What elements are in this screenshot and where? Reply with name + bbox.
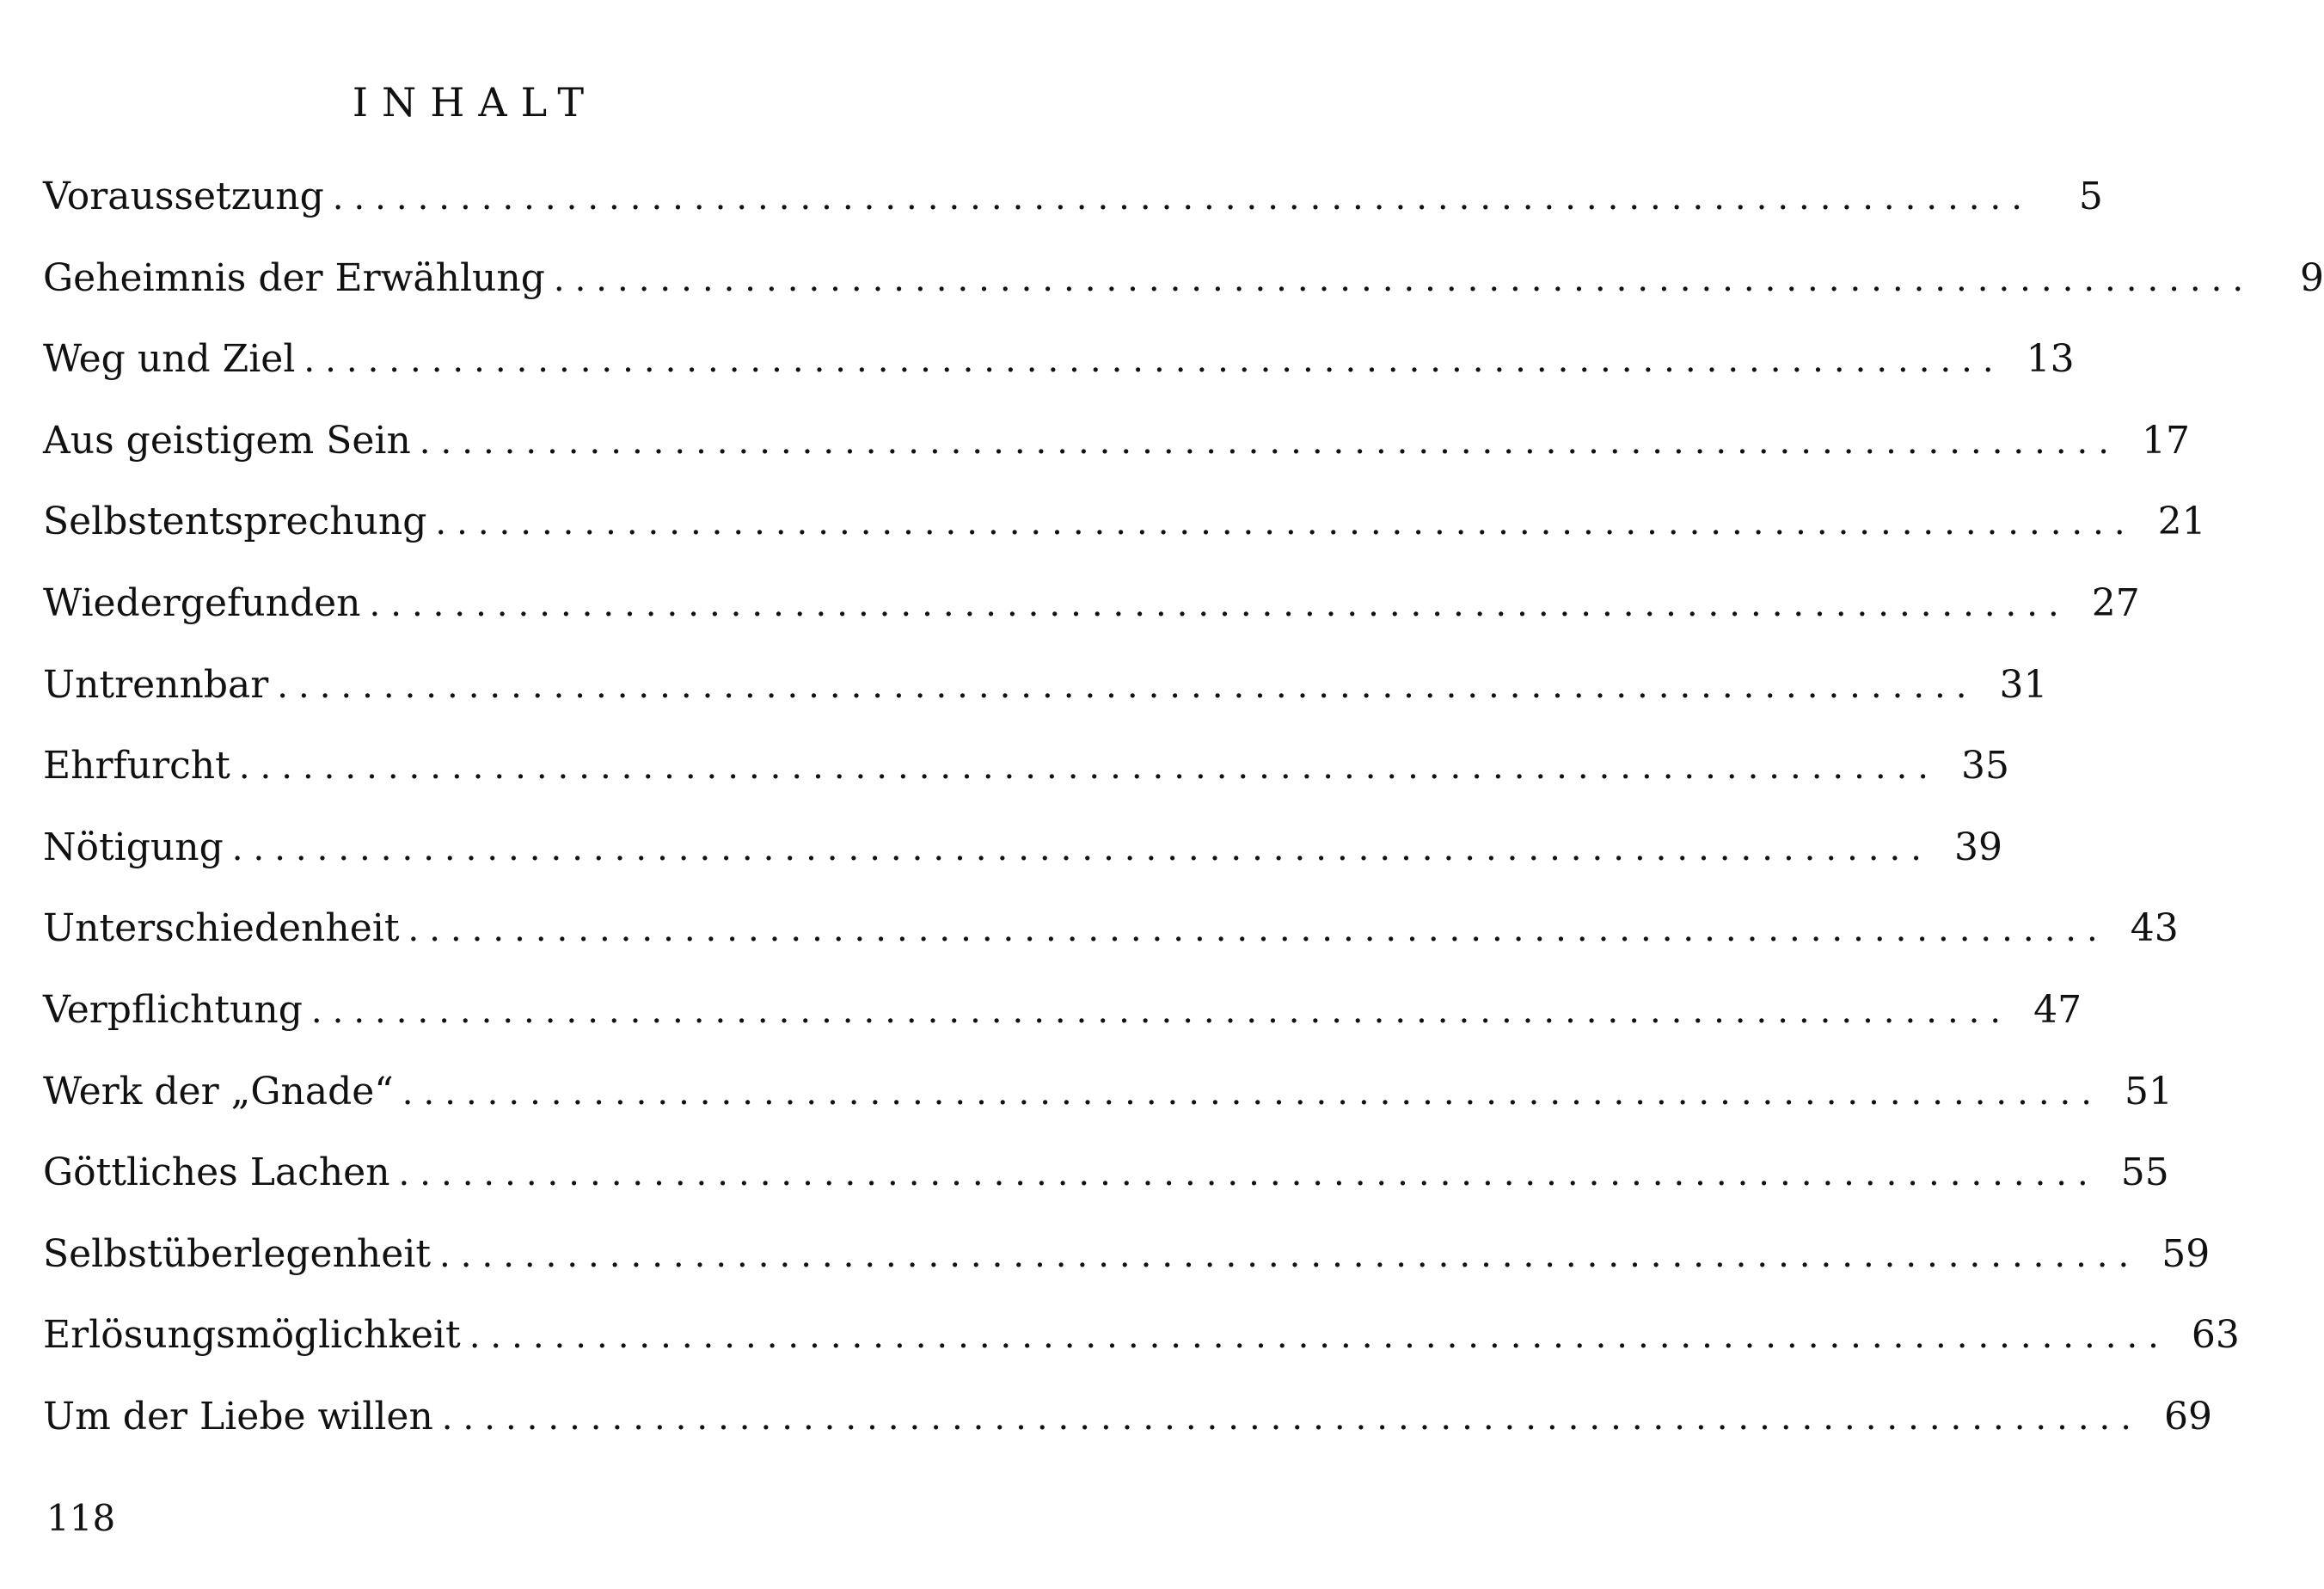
toc-entry-title: Unterschiedenheit <box>43 906 400 951</box>
toc-entry-title: Untrennbar <box>43 662 269 707</box>
toc-entry-title: Erlösungsmöglichkeit <box>43 1313 461 1358</box>
toc-entry-title: Geheimnis der Erwählung <box>43 255 545 300</box>
toc-entry-title: Weg und Ziel <box>43 337 296 382</box>
toc-entry-page: 43 <box>2130 906 2179 951</box>
toc-entry <box>43 744 2009 829</box>
page-number: 118 <box>46 1497 116 1539</box>
toc-entry-title: Göttliches Lachen <box>43 1150 390 1195</box>
dot-leader: ................................................................................ <box>310 991 2012 1031</box>
page-title: INHALT <box>352 79 598 126</box>
dot-leader: ................................................................................ <box>238 747 1939 788</box>
toc-entry-page: 35 <box>1961 744 2009 788</box>
toc-entry-title: Nötigung <box>43 825 224 869</box>
toc-entry <box>43 580 2140 666</box>
toc-entry-page: 63 <box>2191 1313 2240 1358</box>
toc-entry-title: Voraussetzung <box>43 175 324 218</box>
toc-entry-page: 27 <box>2091 580 2140 625</box>
toc-entry <box>43 1394 2212 1480</box>
toc-entry-page: 55 <box>2120 1150 2169 1195</box>
toc-entry-page: 69 <box>2163 1394 2212 1439</box>
toc-entry-page: 39 <box>1953 825 2002 869</box>
dot-leader: ................................................................................ <box>398 1154 2099 1194</box>
toc-entry <box>43 906 2179 991</box>
toc-entry-title: Werk der „Gnade“ <box>43 1069 394 1114</box>
toc-entry <box>43 418 2190 504</box>
dot-leader: ................................................................................ <box>441 1397 2142 1438</box>
dot-leader: ................................................................................ <box>439 1235 2140 1275</box>
toc-entry-page: 47 <box>2033 987 2082 1032</box>
toc-entry <box>43 825 2002 911</box>
dot-leader: ................................................................................ <box>435 503 2136 543</box>
dot-leader: ................................................................................ <box>231 828 1932 868</box>
toc-entry-page: 21 <box>2157 500 2206 544</box>
dot-leader: ................................................................................ <box>469 1316 2169 1357</box>
toc-entry <box>43 255 2324 341</box>
toc-entry-title: Um der Liebe willen <box>43 1394 433 1439</box>
toc-entry-title: Wiedergefunden <box>43 580 361 625</box>
toc-entry-page: 17 <box>2141 418 2190 463</box>
toc-entry-title: Verpflichtung <box>43 987 303 1032</box>
toc-entry <box>43 1313 2240 1398</box>
dot-leader: ................................................................................ <box>419 421 2119 462</box>
dot-leader: ................................................................................ <box>408 910 2108 950</box>
table-of-contents <box>43 175 2324 1480</box>
toc-entry-page: 5 <box>2078 175 2103 218</box>
toc-entry-title: Selbstentsprechung <box>43 500 427 544</box>
toc-entry-page: 59 <box>2162 1231 2211 1276</box>
dot-leader: ................................................................................ <box>402 1072 2102 1113</box>
dot-leader: ................................................................................ <box>304 340 2004 381</box>
dot-leader: ................................................................................ <box>553 259 2254 299</box>
toc-entry <box>43 500 2206 585</box>
toc-entry-page: 9 <box>2300 255 2324 300</box>
toc-entry <box>43 1069 2173 1155</box>
toc-entry <box>43 175 2103 260</box>
toc-entry <box>43 662 2048 748</box>
dot-leader: ................................................................................ <box>369 584 2070 624</box>
toc-entry <box>43 987 2082 1073</box>
toc-entry-page: 51 <box>2124 1069 2173 1114</box>
toc-entry-page: 31 <box>1999 662 2048 707</box>
toc-entry <box>43 1150 2169 1236</box>
dot-leader: ................................................................................ <box>332 178 2033 218</box>
toc-entry-title: Ehrfurcht <box>43 744 230 788</box>
dot-leader: ................................................................................ <box>277 666 1978 706</box>
toc-entry-title: Aus geistigem Sein <box>43 418 411 463</box>
toc-entry <box>43 1231 2211 1317</box>
toc-entry-title: Selbstüberlegenheit <box>43 1231 432 1276</box>
toc-entry <box>43 337 2075 422</box>
toc-entry-page: 13 <box>2026 337 2075 382</box>
